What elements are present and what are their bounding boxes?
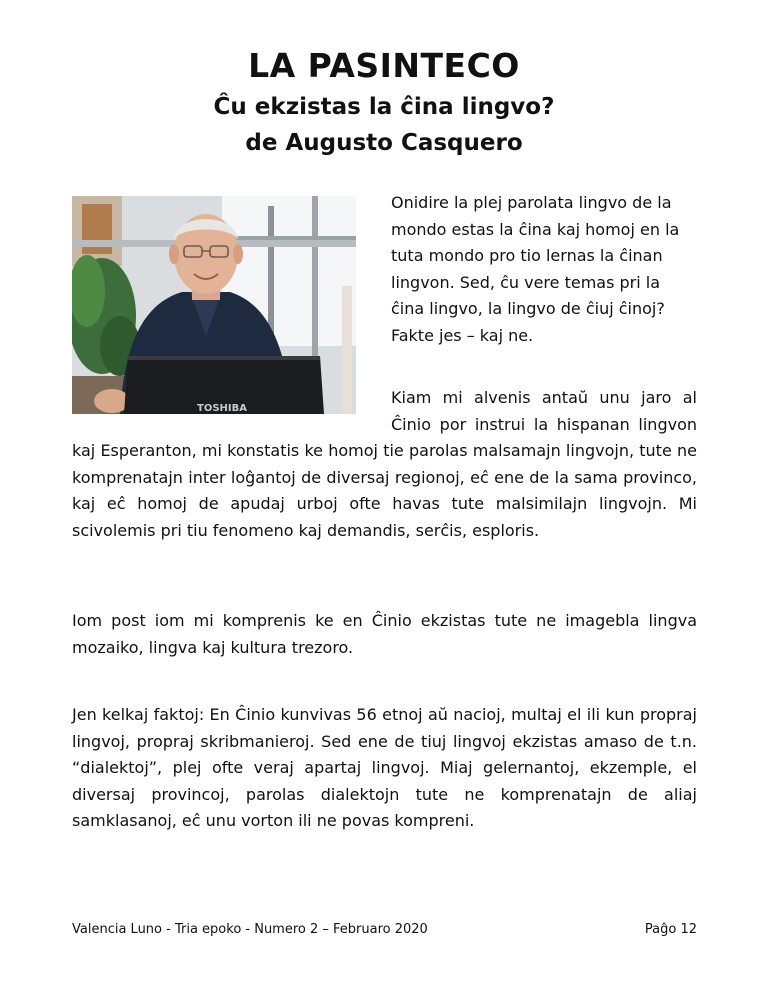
paragraph-wrap-block	[72, 385, 697, 544]
paragraph-3: Iom post iom mi komprenis ke en Ĉinio ekzistas tute ne imagebla lingva mozaiko, lingva kaj kultura trezoro.	[72, 611, 697, 657]
paragraph-3-block	[72, 608, 697, 661]
footer-publication: Valencia Luno - Tria epoko - Numero 2 – Februaro 2020	[72, 922, 428, 937]
photo-float-spacer	[72, 385, 391, 437]
section-title: LA PASINTECO	[248, 46, 520, 85]
article-byline: de Augusto Casquero	[245, 130, 523, 156]
paragraph-4-block	[72, 702, 697, 835]
paragraph-4: Jen kelkaj faktoj: En Ĉinio kunvivas 56 etnoj aŭ nacioj, multaj el ili kun propraj lingvoj, propraj skribmanieroj. Sed ene de tiuj lingvoj ekzistas amaso de t.n. “dialektoj”, plej ofte veraj apartaj lingvoj. Miaj gelernantoj, ekzemple, el diversaj provincoj, parolas dialektojn tute ne komprenatajn de aliaj samklasanoj, eĉ unu vorton ili ne povas kompreni.	[72, 705, 697, 830]
intro-text: Onidire la plej parolata lingvo de la mondo estas la ĉina kaj homoj en la tuta mondo pro tio lernas la ĉinan lingvon. Sed, ĉu vere temas pri la ĉina lingvo, la lingvo de ĉiuj ĉinoj? Fakte jes – kaj ne.	[391, 193, 680, 345]
article-title: Ĉu ekzistas la ĉina lingvo?	[213, 94, 555, 120]
footer-page-number: Paĝo 12	[644, 922, 697, 937]
paragraph-2: Kiam mi alvenis antaŭ unu jaro al Ĉinio por instrui la hispanan lingvon kaj Esperanton, mi konstatis ke homoj tie parolas malsamajn lingvojn, tute ne komprenatajn inter loĝantoj de diversaj regionoj, eĉ ene de la sama provinco, kaj eĉ homoj de apudaj urboj ofte havas tute malsimilajn lingvojn. Mi scivolemis pri tiu fenomeno kaj demandis, serĉis, esploris.	[72, 388, 697, 540]
laptop-brand-label: TOSHIBA	[197, 403, 247, 414]
intro-paragraph	[391, 190, 697, 349]
author-photo	[72, 196, 356, 414]
